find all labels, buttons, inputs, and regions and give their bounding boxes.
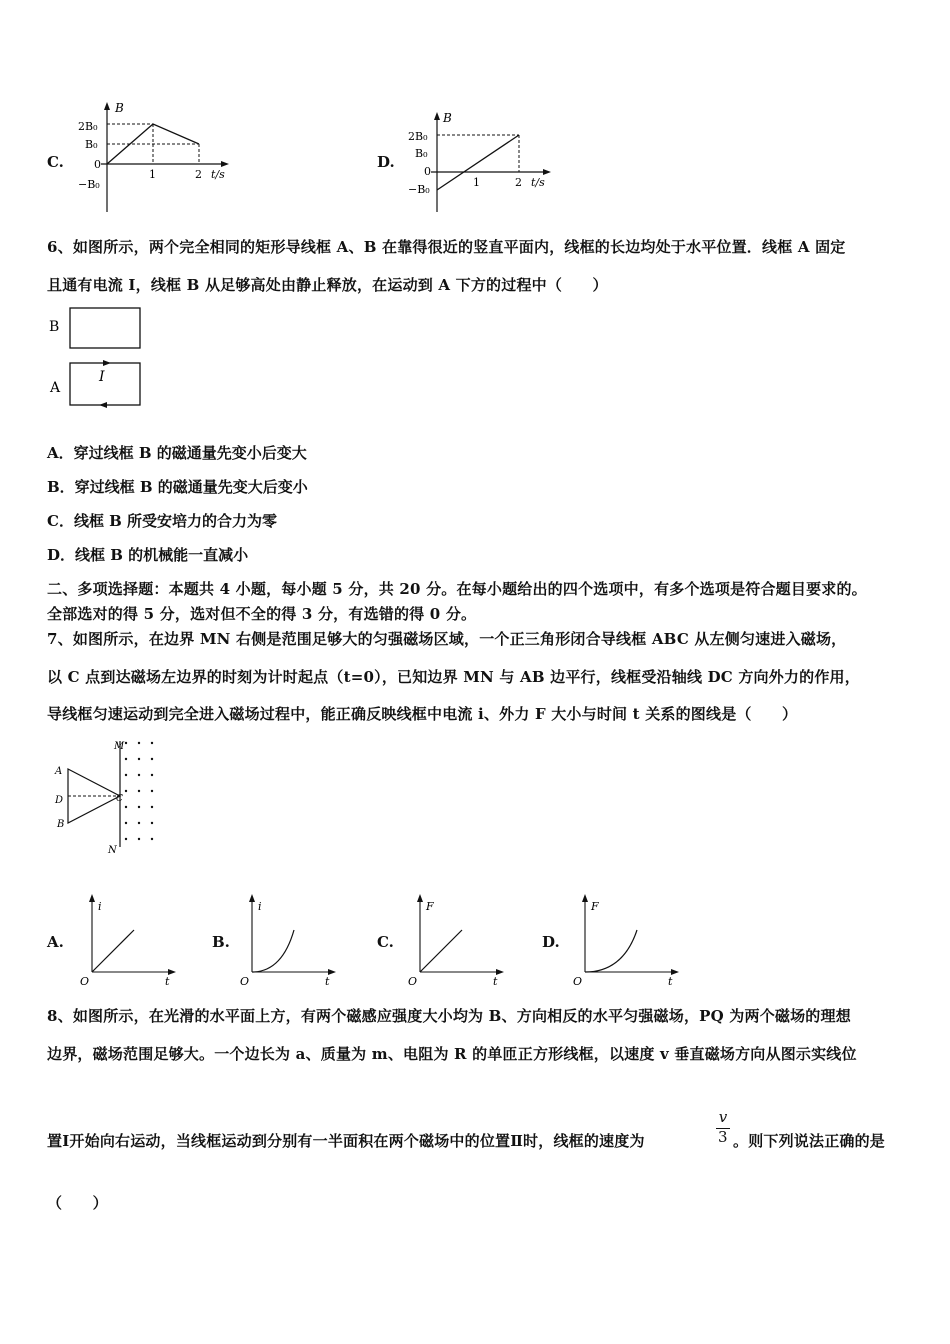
label-c: C [116, 794, 123, 804]
q6-stem-line-2: 且通有电流 I，线框 B 从足够高处由静止释放，在运动到 A 下方的过程中（ ） [47, 276, 608, 294]
frame-a-label: A [50, 380, 61, 396]
current-label: I [99, 369, 105, 385]
origin-label: O [240, 975, 250, 988]
axis-label: F [426, 900, 434, 913]
y-arrow-icon [582, 894, 588, 902]
q6-option-c: C．线框 B 所受安培力的合力为零 [47, 512, 278, 530]
graph-line [92, 930, 134, 972]
q8-stem-line-1: 8、如图所示，在光滑的水平面上方，有两个磁感应强度大小均为 B、方向相反的水平匀强磁场，PQ 为两个磁场的理想 [47, 1007, 851, 1025]
axis-b-label: B [443, 111, 452, 125]
tick-2: 2 [515, 176, 522, 189]
y-axis-arrow-icon [434, 112, 440, 120]
q7-option-a-label: A. [47, 933, 64, 951]
t-label: t [165, 975, 170, 988]
origin-label: O [408, 975, 418, 988]
q6-option-d: D．线框 B 的机械能一直减小 [47, 546, 249, 564]
q7-graph-a [72, 892, 182, 988]
q6-option-a: A．穿过线框 B 的磁通量先变小后变大 [47, 444, 307, 462]
tick-2b0: 2B₀ [78, 120, 98, 133]
q8-stem-line-3a: 置Ⅰ开始向右运动，当线框运动到分别有一半面积在两个磁场中的位置Ⅱ时，线框的速度为 [47, 1132, 645, 1150]
frame-b-label: B [49, 319, 60, 335]
t-label: t [668, 975, 673, 988]
tick-1: 1 [473, 176, 480, 189]
q5-graph-c [75, 100, 245, 218]
label-n: N [108, 845, 117, 856]
tick-1: 1 [149, 168, 156, 181]
tick-neg-b0: −B₀ [408, 183, 430, 196]
q8-stem-line-3b: 。则下列说法正确的是 [733, 1132, 886, 1150]
q7-graph-b [232, 892, 342, 988]
origin-label: O [80, 975, 90, 988]
velocity-fraction [716, 1108, 730, 1146]
t-label: t [325, 975, 330, 988]
y-axis-arrow-icon [104, 102, 110, 110]
q7-option-b-label: B. [212, 933, 230, 951]
q5-option-c-label: C. [47, 153, 64, 171]
q7-option-d-label: D. [542, 933, 560, 951]
fraction-denominator: 3 [718, 1128, 728, 1146]
graph-curve [252, 930, 294, 972]
frame-b [70, 308, 140, 348]
current-arrow-left-icon [99, 402, 107, 408]
q7-stem-line-2: 以 C 点到达磁场左边界的时刻为计时起点（t=0），已知边界 MN 与 AB 边平行，线框受沿轴线 DC 方向外力的作用， [47, 668, 860, 686]
q7-stem-line-3: 导线框匀速运动到完全进入磁场过程中，能正确反映线框中电流 i、外力 F 大小与时间 t 关系的图线是（ ） [47, 705, 798, 723]
q5-graph-d [405, 110, 565, 220]
label-a: A [55, 766, 63, 777]
q6-stem-line-1: 6、如图所示，两个完全相同的矩形导线框 A、B 在靠得很近的竖直平面内，线框的长边均处于水平位置．线框 A 固定 [47, 238, 846, 256]
tick-2: 2 [195, 168, 202, 181]
axis-label: F [591, 900, 599, 913]
x-axis-arrow-icon [221, 161, 229, 167]
axis-label: i [258, 900, 262, 913]
magnetic-field-dots [125, 742, 153, 840]
axis-label: i [98, 900, 102, 913]
q7-graph-d [565, 892, 685, 988]
tick-b0: B₀ [85, 138, 98, 151]
q6-option-b: B．穿过线框 B 的磁通量先变大后变小 [47, 478, 308, 496]
q7-stem-line-1: 7、如图所示，在边界 MN 右侧是范围足够大的匀强磁场区域，一个正三角形闭合导线框 ABC 从左侧匀速进入磁场， [47, 630, 847, 648]
graph-line [420, 930, 462, 972]
label-d: D [55, 795, 64, 806]
y-arrow-icon [417, 894, 423, 902]
q7-option-c-label: C. [377, 933, 394, 951]
axis-t-label: t/s [211, 168, 225, 181]
section2-header-line-1: 二、多项选择题：本题共 4 小题，每小题 5 分，共 20 分。在每小题给出的四个选项中，有多个选项是符合题目要求的。 [47, 580, 867, 598]
tick-2b0: 2B₀ [408, 130, 428, 143]
tick-0: 0 [94, 158, 101, 171]
q5-option-d-label: D. [377, 153, 395, 171]
origin-label: O [573, 975, 583, 988]
axis-t-label: t/s [531, 176, 545, 189]
section2-header-line-2: 全部选对的得 5 分，选对但不全的得 3 分，有选错的得 0 分。 [47, 605, 477, 623]
q8-stem-line-2: 边界，磁场范围足够大。一个边长为 a、质量为 m、电阻为 R 的单匝正方形线框，以速度 v 垂直磁场方向从图示实线位 [47, 1045, 857, 1063]
q6-figure [45, 303, 155, 415]
fraction-numerator: v [718, 1108, 728, 1126]
q8-answer-paren: （ ） [47, 1194, 108, 1212]
tick-b0: B₀ [415, 147, 428, 160]
label-m: M [114, 741, 125, 752]
tick-neg-b0: −B₀ [78, 178, 100, 191]
frame-a [70, 363, 140, 405]
axis-b-label: B [115, 101, 124, 115]
graph-curve [585, 930, 637, 972]
tick-0: 0 [424, 165, 431, 178]
current-arrow-right-icon [103, 360, 111, 366]
q7-graph-c [400, 892, 510, 988]
q7-figure [50, 735, 165, 857]
y-arrow-icon [249, 894, 255, 902]
t-label: t [493, 975, 498, 988]
y-arrow-icon [89, 894, 95, 902]
x-axis-arrow-icon [543, 169, 551, 175]
label-b: B [57, 819, 65, 830]
